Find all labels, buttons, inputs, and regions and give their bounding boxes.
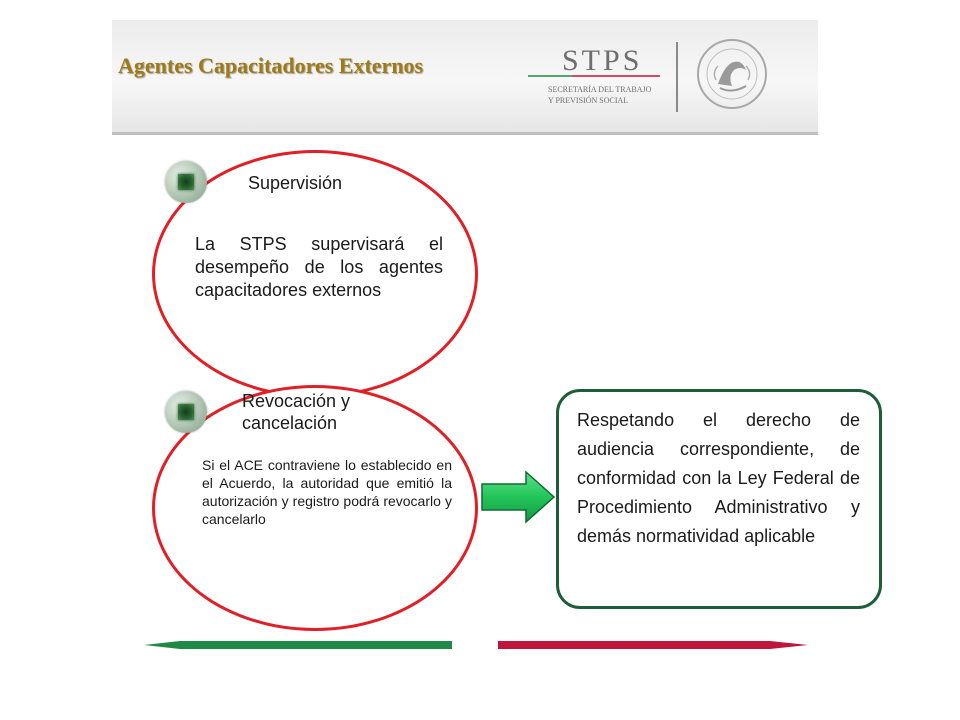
result-text: Respetando el derecho de audiencia correspondiente, de conformidad con la Ley Federal de Procedimiento Administrativo y demás normatividad aplicable	[577, 410, 860, 546]
national-seal-icon	[698, 40, 766, 108]
logo-subtitle-line1: SECRETARÍA DEL TRABAJO	[548, 85, 652, 94]
supervision-text: La STPS supervisará el desempeño de los agentes capacitadores externos	[195, 234, 443, 300]
right-arrow-icon	[480, 470, 556, 524]
page-title: Agentes Capacitadores Externos	[118, 53, 424, 78]
supervision-heading: Supervisión	[248, 173, 343, 193]
logo-subtitle-line2: Y PREVISIÓN SOCIAL	[548, 96, 629, 105]
stps-logo	[520, 36, 780, 120]
footer-bars	[140, 638, 812, 652]
bullet-icon	[165, 391, 207, 433]
bullet-icon	[165, 161, 207, 203]
logo-text: STPS	[562, 44, 643, 77]
revocation-heading: Revocación y cancelación	[242, 391, 351, 433]
revocation-text: Si el ACE contraviene lo establecido en el Acuerdo, la autoridad que emitió la autorización y registro podrá revocarlo y cancelarlo	[202, 457, 452, 527]
